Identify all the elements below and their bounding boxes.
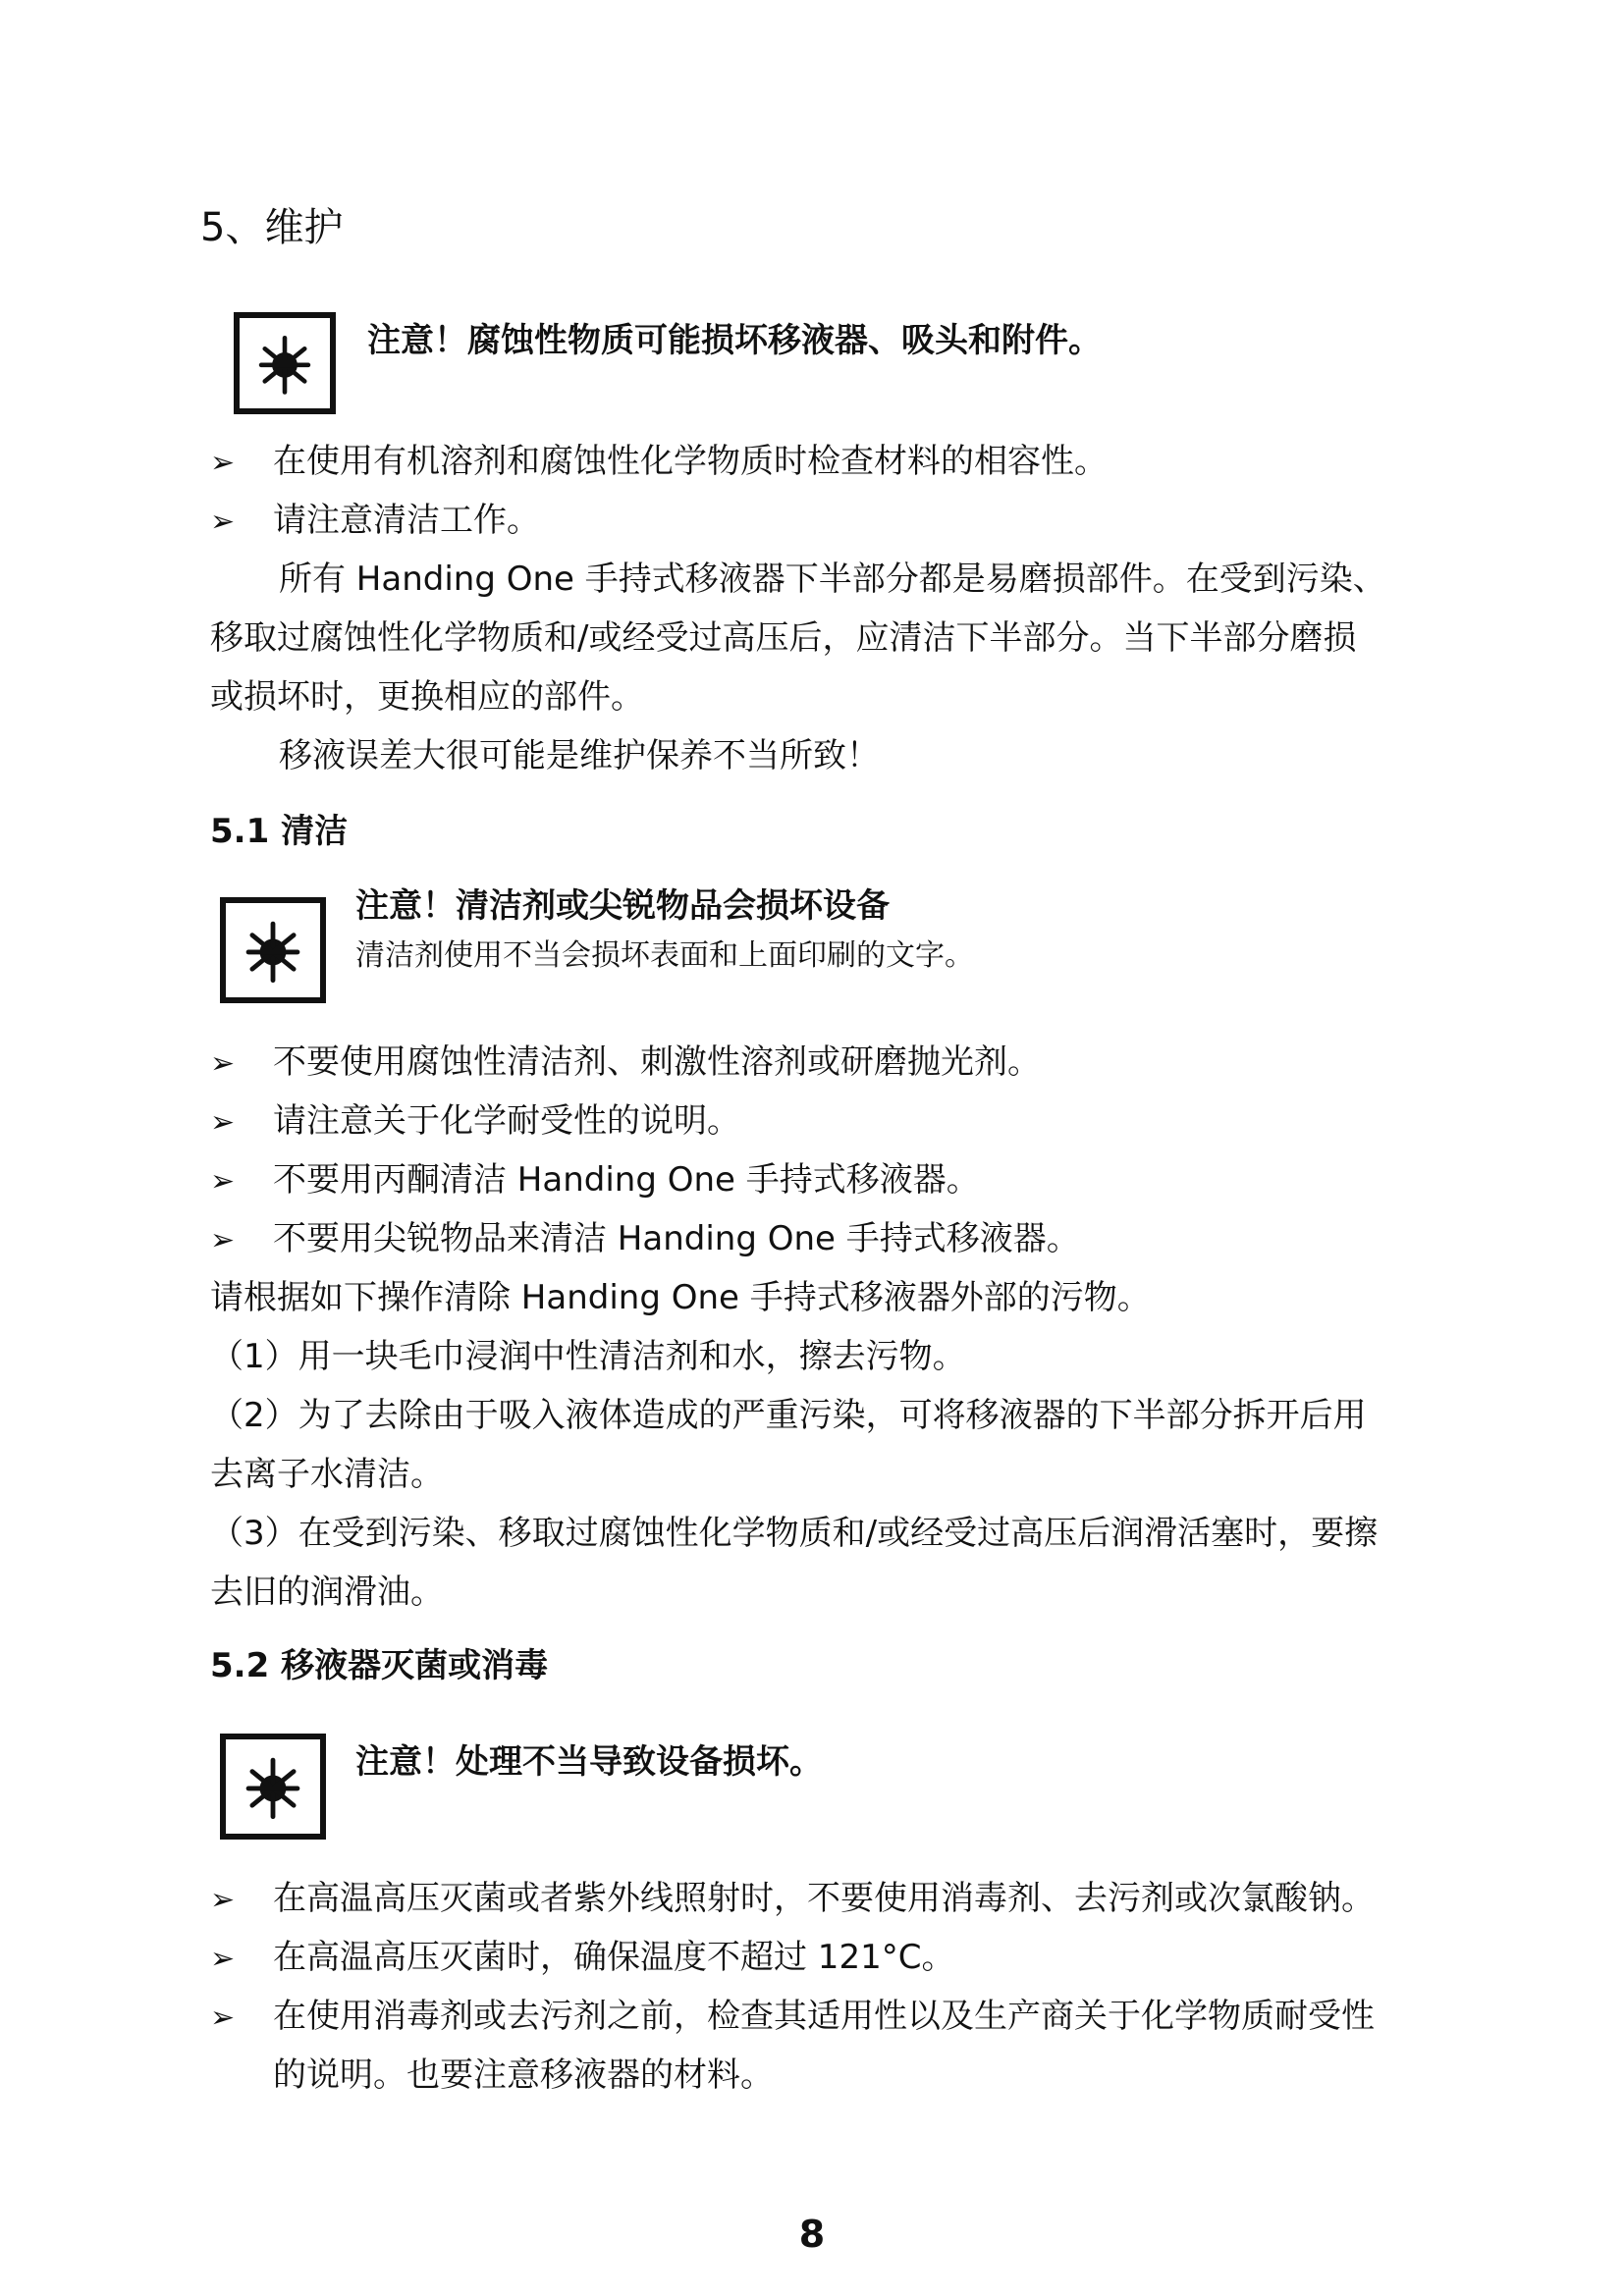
bullet-item	[210, 1987, 1375, 2048]
step-line: 去旧的润滑油。	[210, 1573, 444, 1612]
warning-title: 注意！处理不当导致设备损坏。	[355, 1742, 823, 1782]
corrosive-hazard-icon	[220, 1734, 326, 1840]
paragraph-line: 移液误差大很可能是维护保养不当所致！	[279, 736, 880, 775]
bullet-text: 在使用消毒剂或去污剂之前，检查其适用性以及生产商关于化学物质耐受性	[273, 1997, 1375, 2036]
bullet-item	[210, 1033, 1041, 1094]
paragraph-line: 或损坏时，更换相应的部件。	[210, 677, 644, 717]
bullet-item	[210, 1928, 954, 1989]
arrow-bullet-icon: ➢	[210, 505, 236, 539]
arrow-bullet-icon: ➢	[210, 1883, 236, 1917]
bullet-text: 在高温高压灭菌或者紫外线照射时，不要使用消毒剂、去污剂或次氯酸钠。	[273, 1879, 1375, 1918]
subsection-title: 5.2 移液器灭菌或消毒	[210, 1646, 549, 1685]
step-line: （1）用一块毛巾浸润中性清洁剂和水，擦去污物。	[210, 1337, 966, 1376]
arrow-bullet-icon: ➢	[210, 1046, 236, 1081]
warning-title: 注意！清洁剂或尖锐物品会损坏设备	[355, 886, 890, 926]
bullet-text: 不要用尖锐物品来清洁 Handing One 手持式移液器。	[273, 1219, 1080, 1258]
arrow-bullet-icon: ➢	[210, 1105, 236, 1140]
bullet-text: 在高温高压灭菌时，确保温度不超过 121°C。	[273, 1938, 955, 1977]
paragraph-line: 移取过腐蚀性化学物质和/或经受过高压后，应清洁下半部分。当下半部分磨损	[210, 618, 1357, 658]
arrow-bullet-icon: ➢	[210, 446, 236, 480]
step-line: （2）为了去除由于吸入液体造成的严重污染，可将移液器的下半部分拆开后用	[210, 1396, 1367, 1435]
corrosive-hazard-icon	[234, 312, 336, 414]
bullet-item	[210, 491, 540, 552]
step-line: 去离子水清洁。	[210, 1455, 444, 1494]
step-line: （3）在受到污染、移取过腐蚀性化学物质和/或经受过高压后润滑活塞时，要擦	[210, 1514, 1379, 1553]
arrow-bullet-icon: ➢	[210, 1164, 236, 1199]
bullet-text: 请注意清洁工作。	[273, 501, 540, 540]
bullet-text: 不要用丙酮清洁 Handing One 手持式移液器。	[273, 1160, 980, 1200]
section-title: 5、维护	[200, 205, 344, 250]
paragraph-line: 所有 Handing One 手持式移液器下半部分都是易磨损部件。在受到污染、	[279, 560, 1386, 599]
arrow-bullet-icon: ➢	[210, 2001, 236, 2035]
bullet-item	[210, 1869, 1375, 1930]
bullet-text: 请注意关于化学耐受性的说明。	[273, 1101, 740, 1141]
subsection-title: 5.1 清洁	[210, 812, 349, 851]
arrow-bullet-icon: ➢	[210, 1942, 236, 1976]
paragraph-line: 请根据如下操作清除 Handing One 手持式移液器外部的污物。	[210, 1278, 1151, 1317]
warning-title: 注意！腐蚀性物质可能损坏移液器、吸头和附件。	[367, 321, 1102, 360]
bullet-item	[210, 432, 1108, 493]
warning-subtitle: 清洁剂使用不当会损坏表面和上面印刷的文字。	[355, 938, 974, 973]
bullet-text: 不要使用腐蚀性清洁剂、刺激性溶剂或研磨抛光剂。	[273, 1042, 1041, 1082]
bullet-item	[210, 1209, 1080, 1270]
bullet-text: 在使用有机溶剂和腐蚀性化学物质时检查材料的相容性。	[273, 442, 1108, 481]
bullet-continuation: 的说明。也要注意移液器的材料。	[273, 2056, 774, 2095]
arrow-bullet-icon: ➢	[210, 1223, 236, 1257]
page-number: 8	[798, 2213, 826, 2256]
corrosive-hazard-icon	[220, 897, 326, 1003]
bullet-item	[210, 1150, 980, 1211]
bullet-item	[210, 1092, 740, 1152]
